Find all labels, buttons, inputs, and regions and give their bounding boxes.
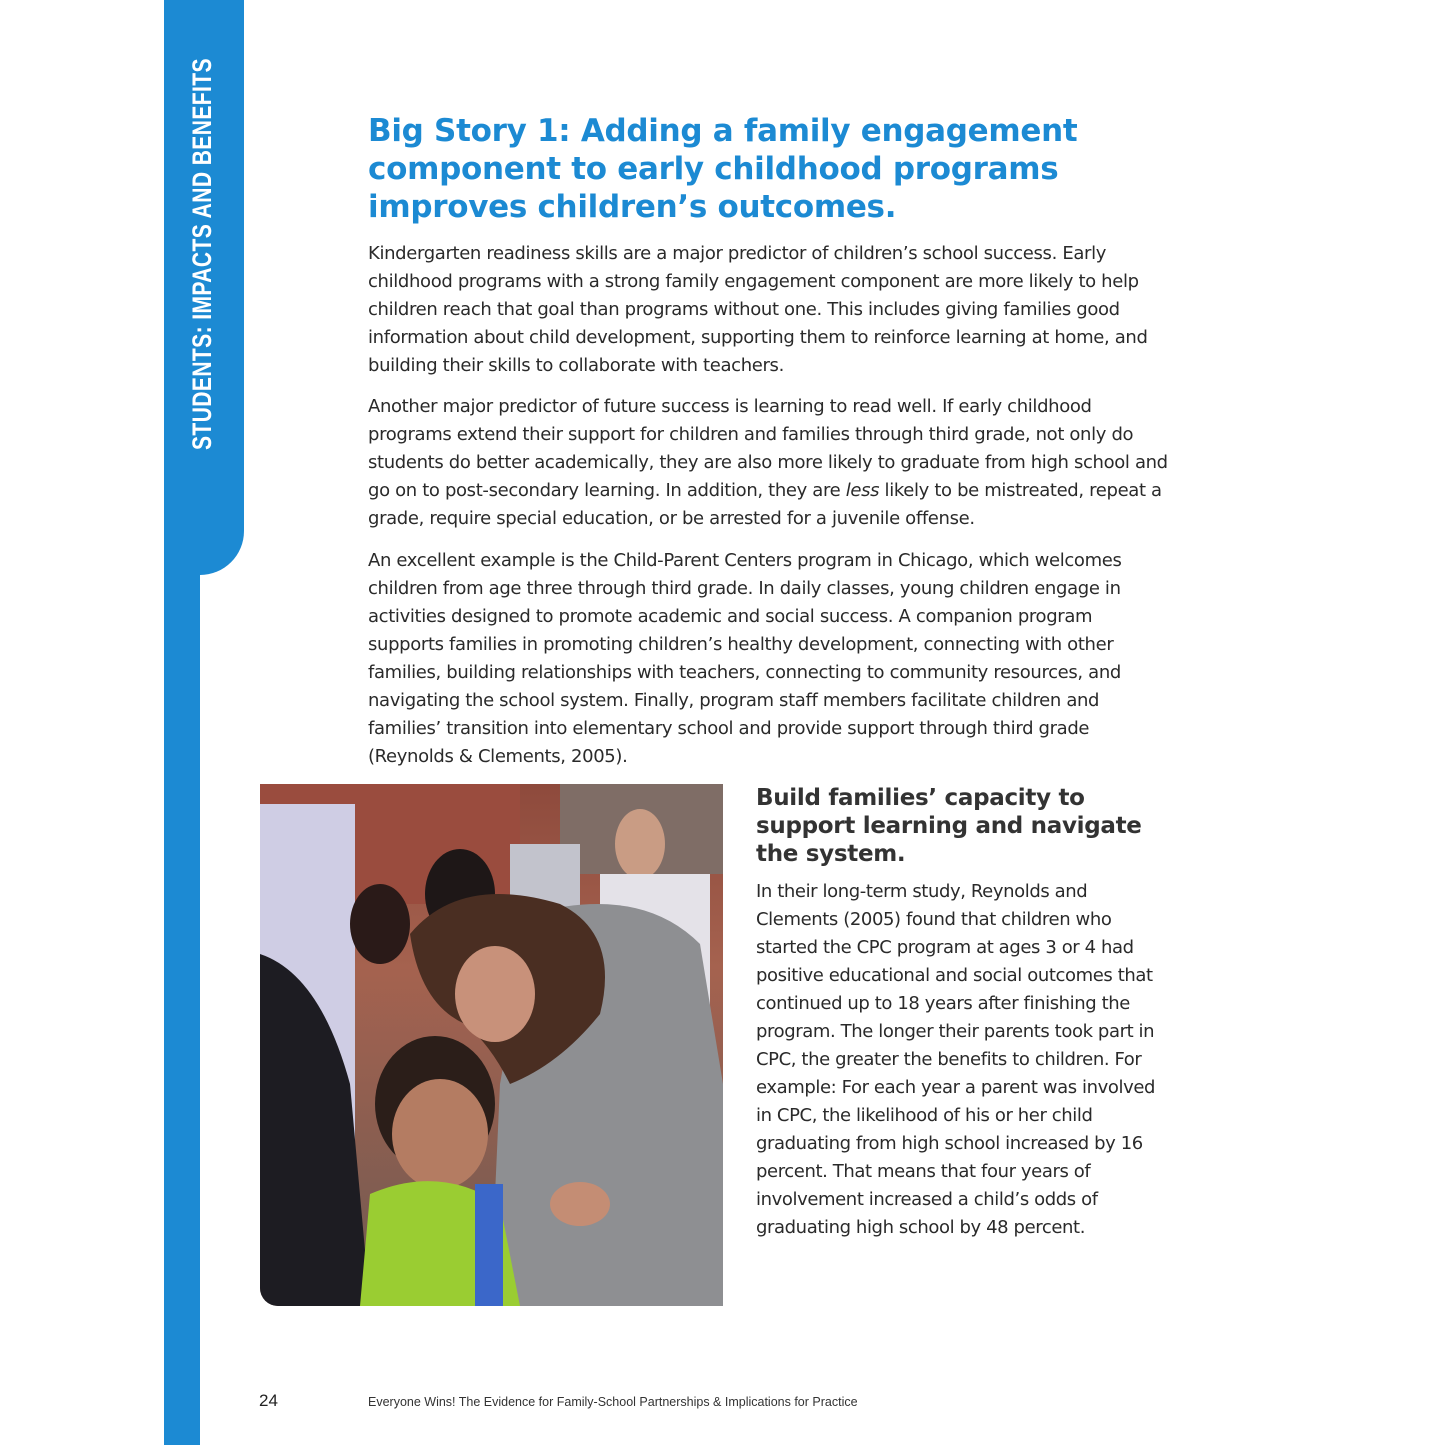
footer-publication-title: Everyone Wins! The Evidence for Family-School Partnerships & Implications for Practice [368, 1395, 858, 1409]
paragraph-2-text-end: likely to be mistreated, repeat a grade, require special education, or be arrested for a juvenile offense. [368, 480, 1162, 529]
page-title: Big Story 1: Adding a family engagement component to early childhood programs improves children’s outcomes. [368, 113, 1078, 225]
page-number: 24 [259, 1391, 278, 1410]
callout-text: In their long-term study, Reynolds and Clements (2005) found that children who started the CPC program at ages 3 or 4 had positive educational and social outcomes that continued up to 18 years after finishing the program. The longer their parents took part in CPC, the greater the benefits to children. For example: For each year a parent was involved in CPC, the likelihood of his or her child graduating from high school increased by 16 percent. That means that four years of involvement increased a child’s odds of graduating high school by 48 percent. [756, 881, 1156, 1238]
mother-and-child-photo [260, 784, 723, 1306]
body-paragraph-3: An excellent example is the Child-Parent Centers program in Chicago, which welcomes children from age three through third grade. In daily classes, young children engage in activities designed to promote academic and social success. A companion program supports families in promoting children’s healthy development, connecting with other families, building relationships with teachers, connecting to community resources, and navigating the school system. Finally, program staff members facilitate children and families’ transition into elementary school and provide support through third grade (Reynolds & Clements, 2005). [368, 550, 1122, 767]
body-paragraph-2 [368, 393, 1168, 533]
paragraph-2-text-start: Another major predictor of future success is learning to read well. If early childhood programs extend their support for children and families through third grade, not only do students do better academically, they are also more likely to graduate from high school and go on to post-secondary learning. In addition, they are [368, 396, 1168, 501]
callout-title: Build families’ capacity to support learning and navigate the system. [756, 785, 1142, 867]
section-label: STUDENTS: IMPACTS AND BENEFITS [187, 58, 217, 450]
body-paragraph-1: Kindergarten readiness skills are a major predictor of children’s school success. Early childhood programs with a strong family engagement component are more likely to help children reach that goal than programs without one. This includes giving families good information about child development, supporting them to reinforce learning at home, and building their skills to collaborate with teachers. [368, 243, 1148, 376]
paragraph-2-emphasis: less [845, 480, 880, 501]
